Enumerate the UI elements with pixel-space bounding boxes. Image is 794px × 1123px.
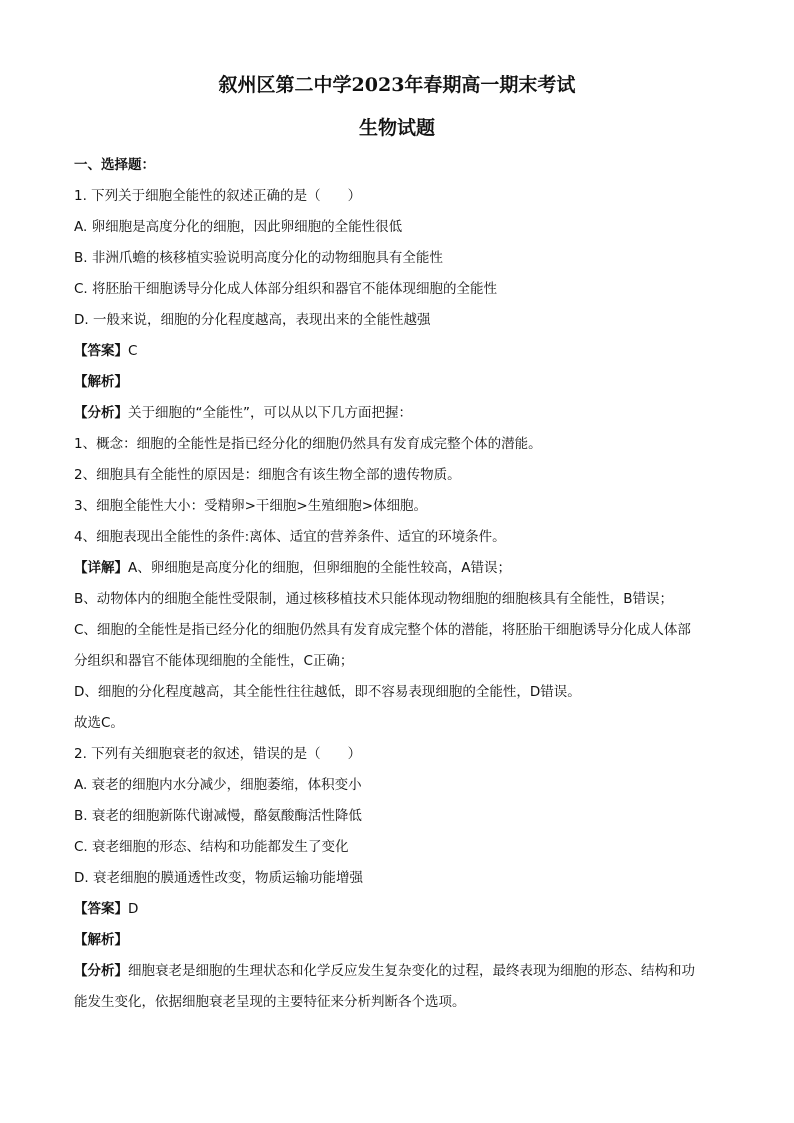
question-2-answer (74, 894, 724, 925)
fenxi-text: 关于细胞的“全能性”，可以从以下几方面把握： (128, 405, 412, 421)
question-1-option-b: B. 非洲爪蟾的核移植实验说明高度分化的动物细胞具有全能性 (74, 250, 443, 266)
question-2-option-a: A. 衰老的细胞内水分减少，细胞萎缩，体积变小 (74, 777, 362, 793)
point-1: 1、概念：细胞的全能性是指已经分化的细胞仍然具有发育成完整个体的潜能。 (74, 436, 542, 452)
detail-tag: 【详解】 (74, 560, 128, 576)
question-2-fenxi-2: 能发生变化，依据细胞衰老呈现的主要特征来分析判断各个选项。 (74, 994, 466, 1010)
question-2-stem: 2. 下列有关细胞衰老的叙述，错误的是（ ） (74, 746, 362, 762)
answer-value: D (128, 901, 139, 917)
question-1-detail-c1: C、细胞的全能性是指已经分化的细胞仍然具有发育成完整个体的潜能，将胚胎干细胞诱导分化成人体部 (74, 622, 691, 638)
section-heading: 一、选择题： (74, 157, 155, 173)
fenxi-text: 细胞衰老是细胞的生理状态和化学反应发生复杂变化的过程，最终表现为细胞的形态、结构和功 (128, 963, 695, 979)
question-1-conclusion: 故选C。 (74, 715, 124, 731)
question-1-option-a: A. 卵细胞是高度分化的细胞，因此卵细胞的全能性很低 (74, 219, 403, 235)
question-2-option-d: D. 衰老细胞的膜通透性改变，物质运输功能增强 (74, 870, 363, 886)
point-3: 3、细胞全能性大小：受精卵>干细胞>生殖细胞>体细胞。 (74, 498, 428, 514)
question-1-detail-a (74, 553, 724, 584)
question-1-detail-b: B、动物体内的细胞全能性受限制，通过核移植技术只能体现动物细胞的细胞核具有全能性，B错误； (74, 591, 674, 607)
question-1-option-d: D. 一般来说，细胞的分化程度越高，表现出来的全能性越强 (74, 312, 431, 328)
question-1-analysis-tag: 【解析】 (74, 374, 128, 390)
answer-tag: 【答案】 (74, 901, 128, 917)
question-1-fenxi (74, 398, 724, 429)
exam-subtitle: 生物试题 (358, 117, 435, 139)
fenxi-tag: 【分析】 (74, 963, 128, 979)
point-4: 4、细胞表现出全能性的条件:离体、适宜的营养条件、适宜的环境条件。 (74, 529, 506, 545)
exam-title: 叙州区第二中学2023年春期高一期末考试 (218, 74, 576, 96)
question-2-option-b: B. 衰老的细胞新陈代谢减慢，酪氨酸酶活性降低 (74, 808, 362, 824)
question-1-answer (74, 336, 724, 367)
content-body (74, 150, 724, 1018)
question-1-detail-c2: 分组织和器官不能体现细胞的全能性，C正确； (74, 653, 354, 669)
question-1-option-c: C. 将胚胎干细胞诱导分化成人体部分组织和器官不能体现细胞的全能性 (74, 281, 498, 297)
point-2: 2、细胞具有全能性的原因是：细胞含有该生物全部的遗传物质。 (74, 467, 461, 483)
question-1-stem: 1. 下列关于细胞全能性的叙述正确的是（ ） (74, 188, 362, 204)
answer-tag: 【答案】 (74, 343, 128, 359)
question-2-fenxi-1 (74, 956, 724, 987)
question-2-analysis-tag: 【解析】 (74, 932, 128, 948)
question-1-detail-d: D、细胞的分化程度越高，其全能性往往越低，即不容易表现细胞的全能性，D错误。 (74, 684, 581, 700)
question-2-option-c: C. 衰老细胞的形态、结构和功能都发生了变化 (74, 839, 349, 855)
detail-a-text: A、卵细胞是高度分化的细胞，但卵细胞的全能性较高，A错误； (128, 560, 511, 576)
fenxi-tag: 【分析】 (74, 405, 128, 421)
answer-value: C (128, 343, 138, 359)
